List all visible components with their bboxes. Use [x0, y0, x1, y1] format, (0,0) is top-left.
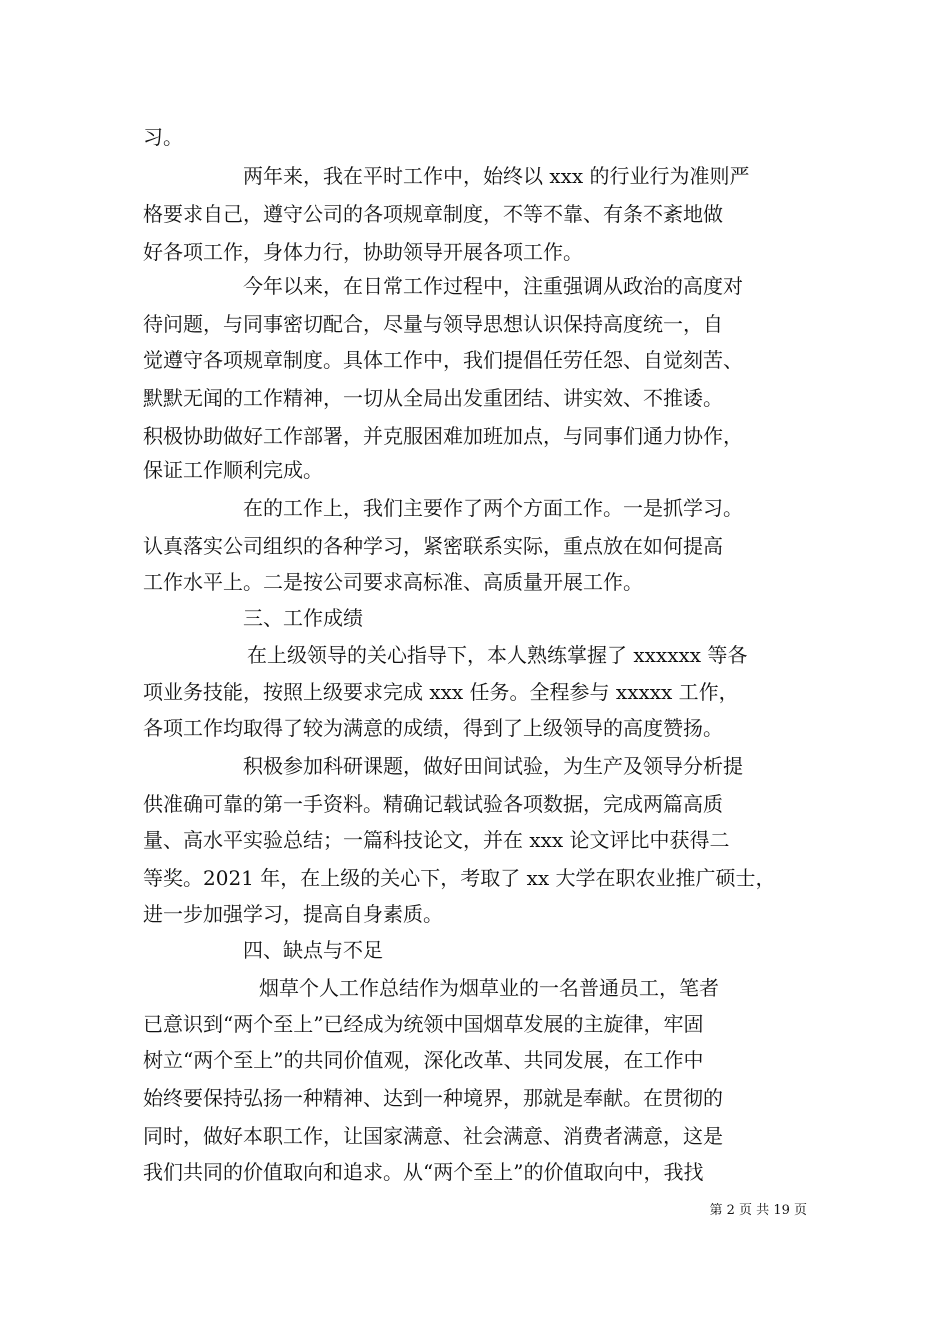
paragraph-first-line: 在的工作上，我们主要作了两个方面工作。一是抓学习。 [243, 496, 743, 520]
body-line: 已意识到“两个至上”已经成为统领中国烟草发展的主旋律，牢固 [143, 1012, 704, 1036]
body-line: 等奖。2021 年，在上级的关心下，考取了 xx 大学在职农业推广硕士， [143, 866, 776, 890]
body-line: 觉遵守各项规章制度。具体工作中，我们提倡任劳任怨、自觉刻苦、 [143, 348, 743, 372]
paragraph-first-line: 两年来，我在平时工作中，始终以 xxx 的行业行为准则严 [243, 164, 750, 188]
paragraph-first-line: 烟草个人工作总结作为烟草业的一名普通员工，笔者 [259, 976, 719, 1000]
body-line: 认真落实公司组织的各种学习，紧密联系实际，重点放在如何提高 [143, 534, 723, 558]
body-line: 供准确可靠的第一手资料。精确记载试验各项数据，完成两篇高质 [143, 792, 723, 816]
body-line: 同时，做好本职工作，让国家满意、社会满意、消费者满意，这是 [143, 1124, 723, 1148]
body-line: 默默无闻的工作精神，一切从全局出发重团结、讲实效、不推诿。 [143, 386, 723, 410]
body-line: 我们共同的价值取向和追求。从“两个至上”的价值取向中，我找 [143, 1160, 704, 1184]
paragraph-first-line: 积极参加科研课题，做好田间试验，为生产及领导分析提 [243, 754, 743, 778]
body-line: 积极协助做好工作部署，并克服困难加班加点，与同事们通力协作， [143, 424, 743, 448]
body-line: 好各项工作，身体力行，协助领导开展各项工作。 [143, 240, 583, 264]
body-line: 待问题，与同事密切配合，尽量与领导思想认识保持高度统一，自 [143, 312, 723, 336]
paragraph-first-line: 今年以来，在日常工作过程中，注重强调从政治的高度对 [243, 274, 743, 298]
body-line: 树立“两个至上”的共同价值观，深化改革、共同发展，在工作中 [143, 1048, 704, 1072]
body-line: 进一步加强学习，提高自身素质。 [143, 902, 443, 926]
section-heading: 三、工作成绩 [243, 606, 363, 630]
body-line: 保证工作顺利完成。 [143, 458, 323, 482]
body-line: 格要求自己，遵守公司的各项规章制度，不等不靠、有条不紊地做 [143, 202, 723, 226]
body-line: 量、高水平实验总结；一篇科技论文，并在 xxx 论文评比中获得二 [143, 828, 730, 852]
body-line: 始终要保持弘扬一种精神、达到一种境界，那就是奉献。在贯彻的 [143, 1086, 723, 1110]
body-line: 项业务技能，按照上级要求完成 xxx 任务。全程参与 xxxxx 工作， [143, 680, 739, 704]
paragraph-first-line: 在上级领导的关心指导下，本人熟练掌握了 xxxxxx 等各 [247, 643, 748, 667]
page-number-footer: 第 2 页 共 19 页 [709, 1203, 807, 1218]
section-heading: 四、缺点与不足 [243, 938, 383, 962]
body-line: 工作水平上。二是按公司要求高标准、高质量开展工作。 [143, 570, 643, 594]
body-line: 习。 [143, 125, 183, 149]
body-line: 各项工作均取得了较为满意的成绩，得到了上级领导的高度赞扬。 [143, 716, 723, 740]
